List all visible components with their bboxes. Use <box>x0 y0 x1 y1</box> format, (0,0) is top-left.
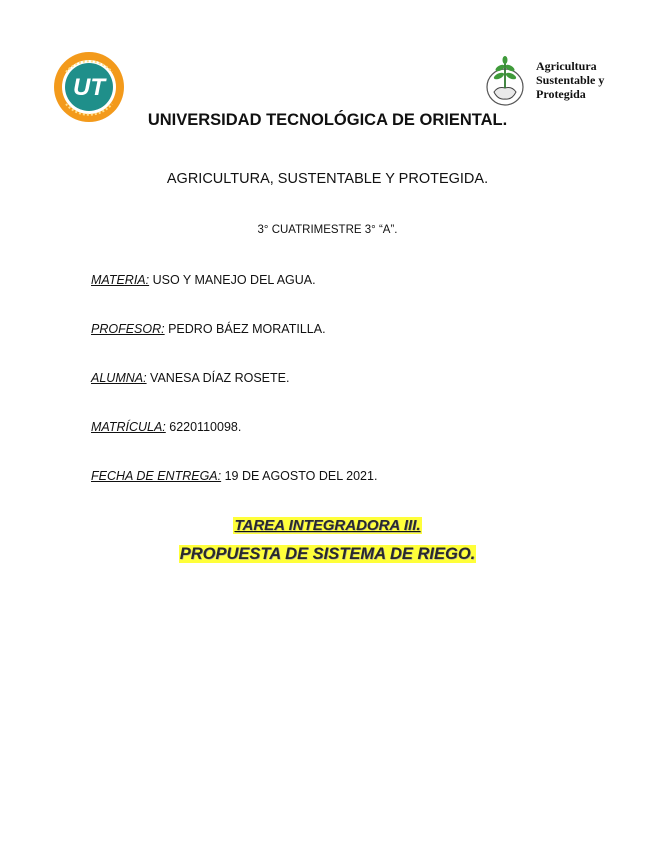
proposal-title-text: PROPUESTA DE SISTEMA DE RIEGO. <box>179 545 476 563</box>
field-fecha-entrega <box>91 469 377 483</box>
agri-logo-line-3: Protegida <box>536 87 586 101</box>
field-materia <box>91 273 316 287</box>
proposal-title <box>0 545 655 564</box>
field-value: PEDRO BÁEZ MORATILLA. <box>164 322 326 336</box>
field-profesor <box>91 322 326 336</box>
university-title: UNIVERSIDAD TECNOLÓGICA DE ORIENTAL. <box>147 111 508 129</box>
assignment-title-text: TAREA INTEGRADORA III. <box>234 517 421 534</box>
agri-logo-line-2: Sustentable y <box>536 73 605 87</box>
term-line: 3° CUATRIMESTRE 3° “A”. <box>257 224 398 236</box>
field-label: FECHA DE ENTREGA: <box>91 469 222 483</box>
field-label: ALUMNA: <box>91 371 147 385</box>
field-label: MATERIA: <box>91 273 150 287</box>
agri-logo-line-1: Agricultura <box>536 59 597 73</box>
career-title: AGRICULTURA, SUSTENTABLE Y PROTEGIDA. <box>166 171 489 187</box>
assignment-title <box>0 517 655 534</box>
field-label: PROFESOR: <box>91 322 165 336</box>
agriculture-logo <box>482 54 528 108</box>
field-value: 19 DE AGOSTO DEL 2021. <box>221 469 378 483</box>
field-alumna <box>91 371 289 385</box>
field-value: VANESA DÍAZ ROSETE. <box>146 371 290 385</box>
agriculture-logo-text <box>536 59 604 101</box>
field-matricula <box>91 420 241 434</box>
field-value: 6220110098. <box>165 420 242 434</box>
field-value: USO Y MANEJO DEL AGUA. <box>149 273 316 287</box>
field-label: MATRÍCULA: <box>91 420 166 434</box>
ut-logo-text: UT <box>73 74 105 101</box>
